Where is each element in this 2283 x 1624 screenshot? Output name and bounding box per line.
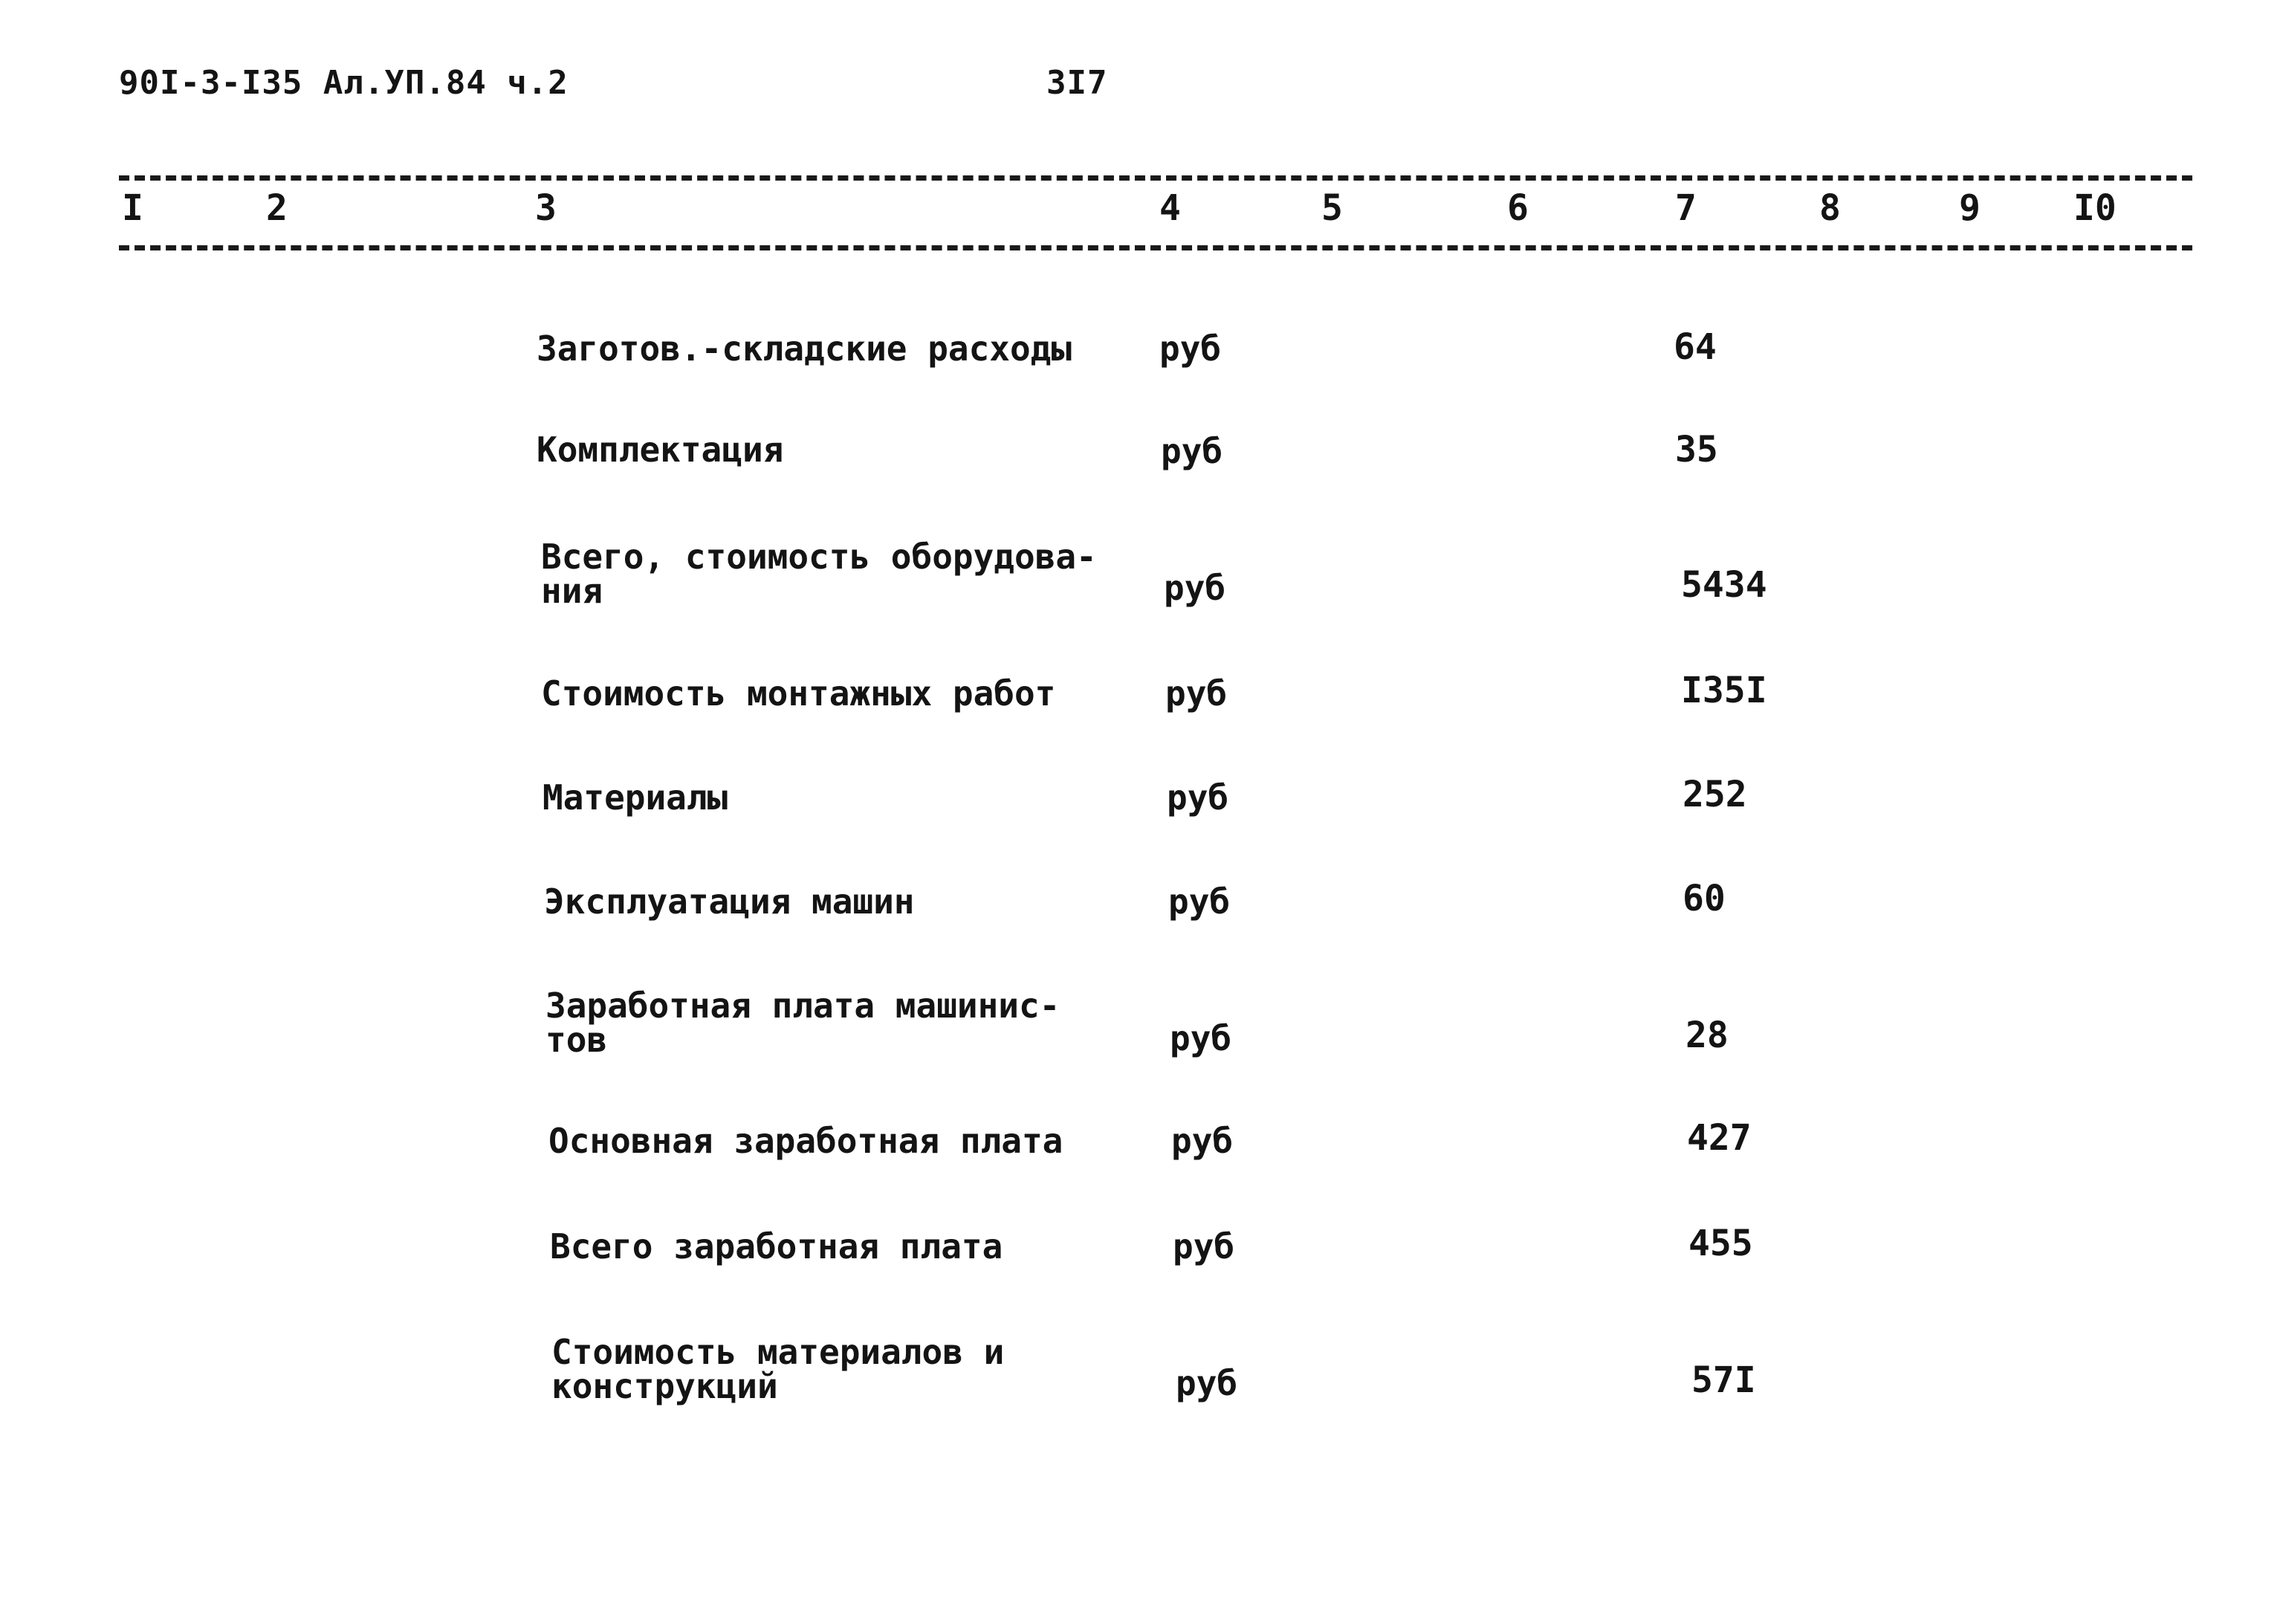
row-value: 60 [1683,878,1726,919]
column-header-bottom-rule [119,245,2192,250]
row-unit: руб [1173,1226,1235,1266]
row-name [551,1332,1005,1406]
column-number: 2 [266,187,288,229]
row-value: 427 [1687,1117,1752,1159]
row-unit: руб [1170,1018,1232,1058]
row-unit: руб [1167,777,1229,818]
row-value: 252 [1683,774,1747,815]
row-name: Комплектация [537,430,784,470]
row-name: Эксплуатация машин [544,881,915,922]
row-name-line-2: тов [545,1020,608,1060]
row-name: Стоимость монтажных работ [541,673,1056,714]
row-value: 64 [1674,326,1717,368]
row-unit: руб [1165,673,1228,714]
row-name-line-2: ния [541,571,603,611]
row-unit: руб [1161,431,1223,471]
column-number: I0 [2073,187,2117,229]
row-name [545,986,1060,1060]
row-name: Заготов.-складские расходы [537,329,1072,369]
column-number: I [122,187,143,229]
row-value: 5434 [1681,564,1767,606]
column-number: 4 [1159,187,1181,229]
document-code: 90I-3-I35 Ал.УП.84 ч.2 [119,64,569,102]
row-name-line-1: Всего, стоимость оборудова- [541,537,1097,577]
row-value: 455 [1688,1223,1753,1264]
row-unit: руб [1164,568,1226,608]
column-number: 7 [1675,187,1697,229]
column-number: 9 [1959,187,1981,229]
column-number: 8 [1819,187,1841,229]
row-name: Всего заработная плата [550,1226,1003,1266]
column-number: 3 [535,187,557,229]
row-name-line-1: Заработная плата машинис- [545,986,1060,1026]
row-name: Основная заработная плата [548,1121,1063,1161]
column-header-top-rule [119,175,2192,181]
column-number: 5 [1321,187,1343,229]
row-value: 35 [1675,429,1718,470]
column-number: 6 [1507,187,1529,229]
row-unit: руб [1159,329,1222,369]
row-value: 57I [1691,1359,1756,1401]
row-unit: руб [1168,881,1231,922]
row-value: I35I [1681,670,1767,711]
row-name [541,537,1097,611]
row-name: Материалы [543,777,728,818]
page-number: 3I7 [1046,64,1108,102]
row-unit: руб [1176,1363,1238,1403]
row-name-line-2: конструкций [551,1366,778,1406]
row-name-line-1: Стоимость материалов и [551,1332,1005,1372]
row-unit: руб [1171,1121,1234,1161]
row-value: 28 [1685,1015,1729,1056]
